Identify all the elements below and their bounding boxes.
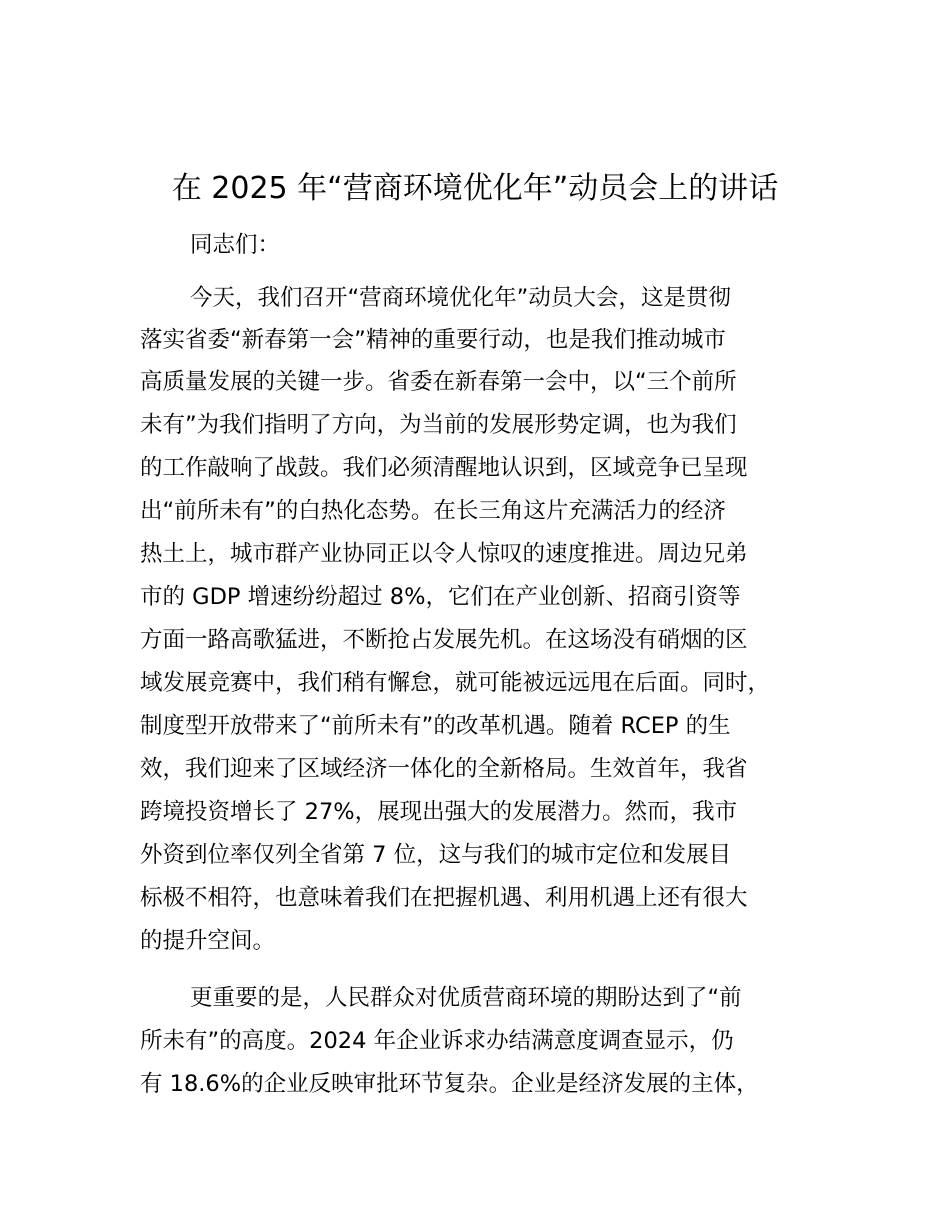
paragraph-line: 有 18.6%的企业反映审批环节复杂。企业是经济发展的主体， <box>140 1071 759 1097</box>
paragraph-line: 的提升空间。 <box>140 928 276 954</box>
salutation: 同志们： <box>190 232 281 258</box>
paragraph-line: 今天，我们召开“营商环境优化年”动员大会，这是贯彻 <box>190 285 731 311</box>
paragraph-line: 跨境投资增长了 27%，展现出强大的发展潜力。然而，我市 <box>140 799 738 825</box>
paragraph-line: 未有”为我们指明了方向，为当前的发展形势定调，也为我们 <box>140 412 737 438</box>
paragraph-line: 的工作敲响了战鼓。我们必须清醒地认识到，区域竞争已呈现 <box>140 455 748 481</box>
paragraph-line: 出“前所未有”的白热化态势。在长三角这片充满活力的经济 <box>140 498 726 524</box>
paragraph-line: 外资到位率仅列全省第 7 位，这与我们的城市定位和发展目 <box>140 842 732 868</box>
paragraph-line: 域发展竞赛中，我们稍有懈怠，就可能被远远甩在后面。同时， <box>140 670 771 696</box>
paragraph-line: 所未有”的高度。2024 年企业诉求办结满意度调查显示，仍 <box>140 1028 734 1054</box>
page-title: 在 2025 年“营商环境优化年”动员会上的讲话 <box>171 171 779 206</box>
paragraph-line: 制度型开放带来了“前所未有”的改革机遇。随着 RCEP 的生 <box>140 713 731 739</box>
paragraph-line: 高质量发展的关键一步。省委在新春第一会中，以“三个前所 <box>140 369 737 395</box>
paragraph-line: 方面一路高歌猛进，不断抢占发展先机。在这场没有硝烟的区 <box>140 627 748 653</box>
paragraph-line: 市的 GDP 增速纷纷超过 8%，它们在产业创新、招商引资等 <box>140 584 741 610</box>
paragraph-line: 热土上，城市群产业协同正以令人惊叹的速度推进。周边兄弟 <box>140 541 748 567</box>
paragraph-line: 标极不相符，也意味着我们在把握机遇、利用机遇上还有很大 <box>140 885 748 911</box>
paragraph-line: 落实省委“新春第一会”精神的重要行动，也是我们推动城市 <box>140 327 726 353</box>
paragraph-line: 更重要的是，人民群众对优质营商环境的期盼达到了“前 <box>190 985 742 1011</box>
paragraph-line: 效，我们迎来了区域经济一体化的全新格局。生效首年，我省 <box>140 756 748 782</box>
